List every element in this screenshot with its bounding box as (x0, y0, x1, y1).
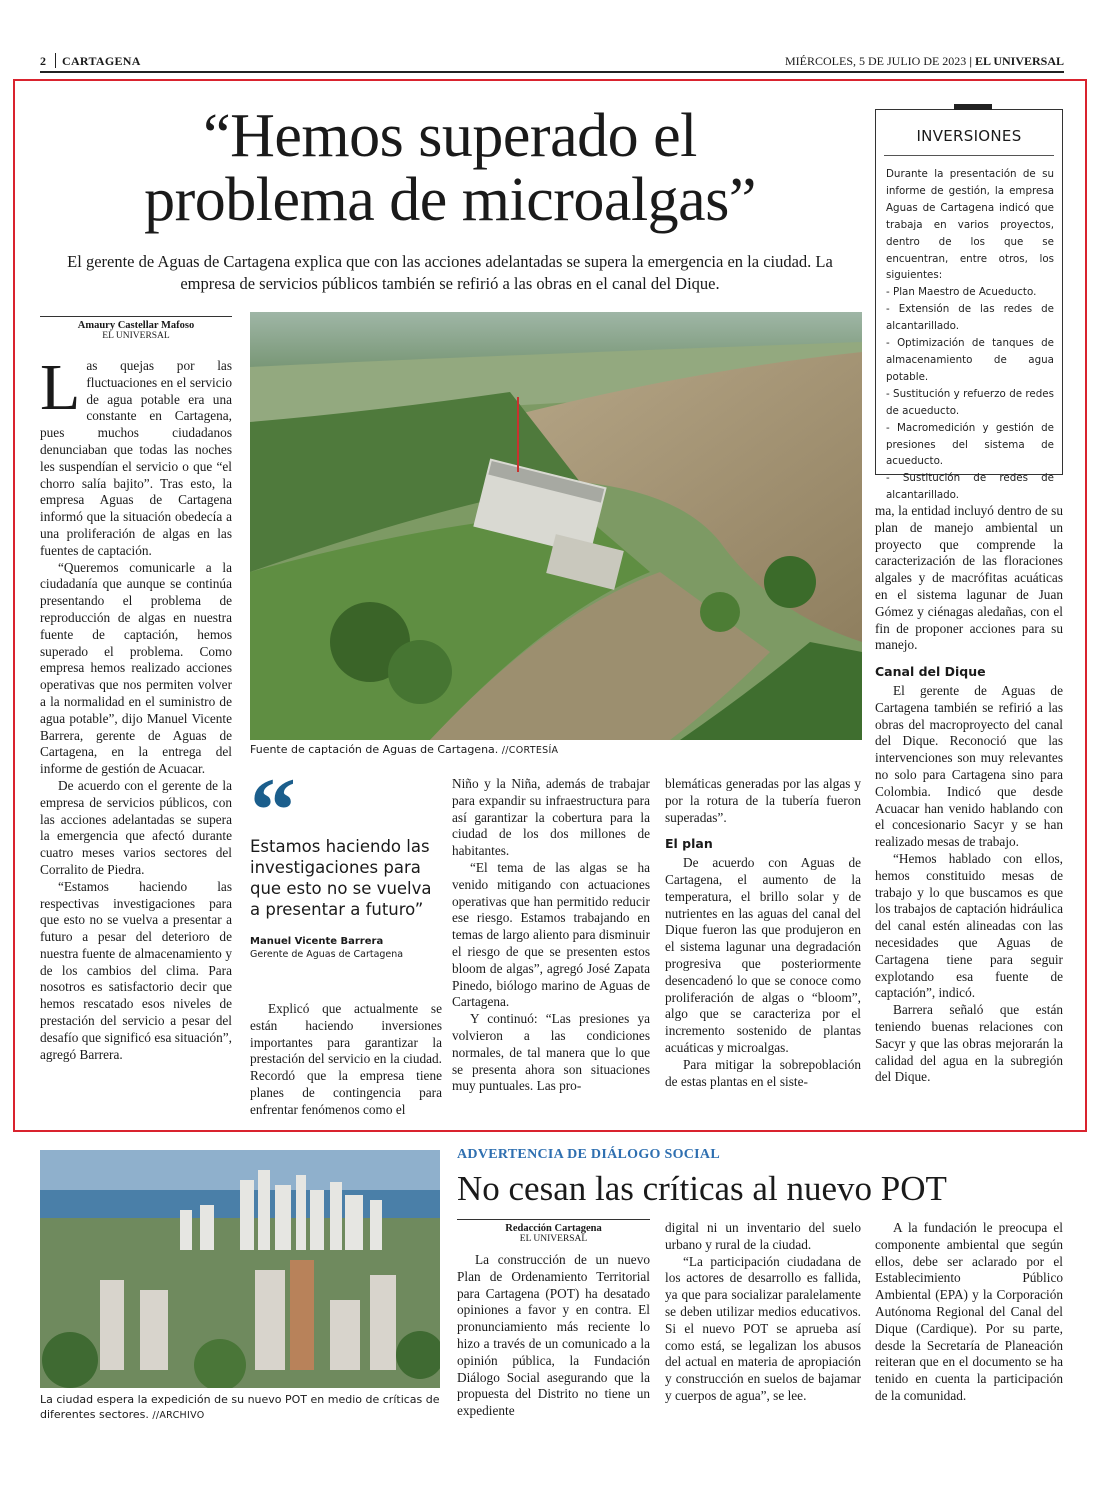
paragraph: “Queremos comunicarle a la ciudadanía que aunque se continúa presentando el problema de reproducción de algas en nuestra fuente de captación, hemos superado el problema. Como empresa hemos realizado acciones operativas que nos permiten volver a la normalidad en el suministro de agua potable”, dijo Manuel Vicente Barrera, gerente de Aguas de Cartagena, en la entrega del informe de gestión de Acuacar. (40, 559, 232, 777)
drop-cap: L (40, 351, 81, 424)
sidebar-intro: Durante la presentación de su informe de gestión, la empresa Aguas de Cartagena indicó que trabaja en varios proyectos, dentro de los que se encuentran, entre otros, los siguientes: (886, 168, 1054, 282)
main-col-2 (250, 1001, 442, 1119)
byline (40, 320, 232, 341)
sidebar-item: - Sustitución y refuerzo de redes de acueducto. (886, 387, 1054, 417)
main-col-4 (665, 776, 861, 1090)
paragraph: Y continuó: “Las presiones ya volvieron a las condiciones normales, de tal manera que lo que se presenta ahora son situaciones muy puntuales. Las pro- (452, 1011, 650, 1094)
author-org: EL UNIVERSAL (519, 1234, 588, 1244)
city-skyline-image (40, 1150, 440, 1388)
second-byline (457, 1223, 650, 1244)
author-name: Redacción Cartagena (505, 1223, 602, 1234)
author-org: EL UNIVERSAL (102, 331, 170, 341)
paragraph: Niño y la Niña, además de trabajar para expandir su infraestructura para así garantizar la cobertura para la ciudad de los dos millones de habitantes. (452, 776, 650, 859)
quote-text: Estamos haciendo las investigaciones para que esto no se vuelva a presentar a futuro” (250, 837, 432, 919)
paragraph: De acuerdo con el gerente de la empresa de servicios públicos, con las acciones adelantadas se supera la emergencia que afectó durante cuatro meses varios sectores del Corralito de Piedra. (40, 777, 232, 877)
main-col-3 (452, 776, 650, 1095)
page-number: 2 (40, 54, 46, 68)
paragraph: blemáticas generadas por las algas y por la rotura de la tubería fueron superadas”. (665, 776, 861, 825)
quote-role: Gerente de Aguas de Cartagena (250, 949, 404, 960)
sidebar-body (886, 166, 1054, 504)
city-photo-caption (40, 1392, 440, 1423)
paragraph: Para mitigar la sobrepoblación de estas plantas en el siste- (665, 1056, 861, 1089)
second-col-2 (665, 1220, 861, 1405)
caption-text: La ciudad espera la expedición de su nuevo POT en medio de críticas de diferentes sectores. (40, 1393, 440, 1421)
paragraph: as quejas por las fluctuaciones en el servicio de agua potable era una constante en Cartagena, pues muchos ciudadanos denunciaban que todas las noches les suspendían el servicio o que “el chorro salía bajito”. Tras esto, la empresa Aguas de Cartagena informó que la situación obedecía a una proliferación de algas en las fuentes de captación. (40, 358, 232, 558)
paragraph: “Hemos hablado con ellos, hemos constituido mesas de trabajo y lo que buscamos es que los trabajos de captación hidráulica del canal estén alineadas con las necesidades que Aguas de Cartagena tiene para seguir explotando esa fuente de captación”, indicó. (875, 850, 1063, 1001)
sidebar-item: - Extensión de las redes de alcantarillado. (886, 303, 1054, 333)
main-col-1 (40, 351, 232, 1063)
paragraph: digital ni un inventario del suelo urbano y rural de la ciudad. (665, 1220, 861, 1252)
headline-line-2: problema de microalgas” (144, 166, 756, 234)
author-name: Amaury Castellar Mafoso (77, 320, 195, 331)
paragraph: A la fundación le preocupa el componente ambiental que según ellos, debe ser aclarado por el Establecimiento Público Ambiental (EPA) y la Corporación Autónoma Regional del Canal del Dique (Cardique). Por su parte, desde la Secretaría de Planeación reiteran que en el documento se ha tenido en cuenta la participación de la comunidad. (875, 1220, 1063, 1403)
sidebar-item: - Sustitución de redes de alcantarillado. (886, 472, 1054, 502)
paragraph: La construcción de un nuevo Plan de Ordenamiento Territorial para Cartagena (POT) ha desatado opiniones a favor y en contra. El pronunciamiento más reciente lo hizo a través de un comunicado a la opinión pública, la Fundación Diálogo Social asegurando que la propuesta del Distrito no tiene un expediente (457, 1252, 650, 1419)
main-headline (40, 104, 860, 232)
sidebar-item: - Macromedición y gestión de presiones del sistema de acueducto. (886, 421, 1054, 468)
second-headline: No cesan las críticas al nuevo POT (457, 1169, 947, 1208)
paragraph: “El tema de las algas se ha venido mitigando con actuaciones operativas que han permitido reducir ese riesgo. Estamos trabajando en temas de largo aliento para disminuir el riesgo de que se presenten estos bloom de algas”, agregó José Zapata Pinedo, biólogo marino de Aguas de Cartagena. (452, 859, 650, 1010)
second-col-3 (875, 1220, 1063, 1405)
aerial-water-plant-image (250, 312, 862, 740)
main-photo-caption (250, 743, 862, 758)
paragraph: ma, la entidad incluyó dentro de su plan de manejo ambiental un proyecto que comprende la caracterización de las floraciones algales y de macrófitas acuáticas en el sistema lagunar de Juan Gómez y ciénagas aledañas, con el fin de proponer acciones para su manejo. (875, 503, 1063, 653)
caption-text: Fuente de captación de Aguas de Cartagena. (250, 743, 499, 756)
second-kicker: ADVERTENCIA DE DIÁLOGO SOCIAL (457, 1147, 720, 1162)
paragraph: De acuerdo con Aguas de Cartagena, el aumento de la temperatura, el brillo solar y de nutrientes en las aguas del canal del Dique fueron las que produjeron en el sistema lagunar una degradación progresiva que posteriormente desencadenó lo que se conoce como proliferación de algas o “bloom”, algo que se caracteriza por el incremento sostenido de plantas acuáticas y microalgas. (665, 855, 861, 1055)
paper-name: EL UNIVERSAL (974, 54, 1064, 68)
paragraph: “La participación ciudadana de los actores de desarrollo es fallida, ya que para socializar paralelamente se deben utilizar medios educativos. Si el nuevo POT se aprueba así como está, se legalizan los abusos del actual en materia de apropiación y construcción en suelos de bajamar y cuerpos de agua”, se lee. (665, 1253, 861, 1403)
sidebar-title: INVERSIONES (916, 127, 1022, 145)
second-col-1 (457, 1252, 650, 1420)
main-photo (250, 312, 862, 740)
sidebar-item: - Optimización de tanques de almacenamiento de agua potable. (886, 337, 1054, 383)
pull-quote (250, 759, 435, 960)
paragraph: “Estamos haciendo las respectivas investigaciones para que esto no se vuelva a presentar a futuro a pesar del deterioro de nuestra fuente de almacenamiento y de los cambios del clima. Para nosotros es satisfactorio decir que hemos rescatado esos niveles de prestación del servicio a pesar del desafío que significó esa situación”, agregó Barrera. (40, 878, 232, 1062)
main-deck: El gerente de Aguas de Cartagena explica que con las acciones adelantadas se supera la emergencia en la ciudad. La empresa de servicios públicos también se refirió a las obras en el canal del Dique. (67, 252, 833, 293)
page-header: 2 CARTAGENA MIÉRCOLES, 5 DE JULIO DE 2023 | EL UNIVERSAL (40, 53, 1064, 73)
subhead-el-plan: El plan (665, 836, 713, 852)
issue-date: MIÉRCOLES, 5 DE JULIO DE 2023 (784, 54, 967, 68)
paragraph: El gerente de Aguas de Cartagena también se refirió a las obras del macroproyecto del canal del Dique. Reconoció que las intervenciones son muy relevantes no solo para Cartagena sino para Colombia. Indicó que desde Acuacar han venido hablando con el concesionario Sacyr y se han realizado mesas de trabajo. (875, 682, 1063, 850)
sidebar-item: - Plan Maestro de Acueducto. (886, 286, 1037, 299)
sidebar-box (875, 109, 1063, 502)
quote-author: Manuel Vicente Barrera (250, 936, 384, 947)
main-col-5 (875, 503, 1063, 1086)
headline-line-1: “Hemos superado el (203, 102, 697, 170)
quote-mark-icon: “ (250, 759, 296, 861)
paragraph: Explicó que actualmente se están haciendo inversiones importantes para garantizar la prestación del servicio en la ciudad. Recordó que la empresa tiene planes de contingencia para enfrentar fenómenos como el (250, 1001, 442, 1117)
section-name: CARTAGENA (62, 54, 141, 68)
paragraph: Barrera señaló que están teniendo buenas relaciones con Sacyr y que las obras mejorarán la calidad del agua en la subregión del Dique. (875, 1002, 1063, 1085)
caption-credit: //ARCHIVO (152, 1410, 205, 1421)
subhead-canal-del-dique: Canal del Dique (875, 664, 986, 680)
caption-credit: //CORTESÍA (501, 745, 559, 756)
city-photo (40, 1150, 440, 1388)
